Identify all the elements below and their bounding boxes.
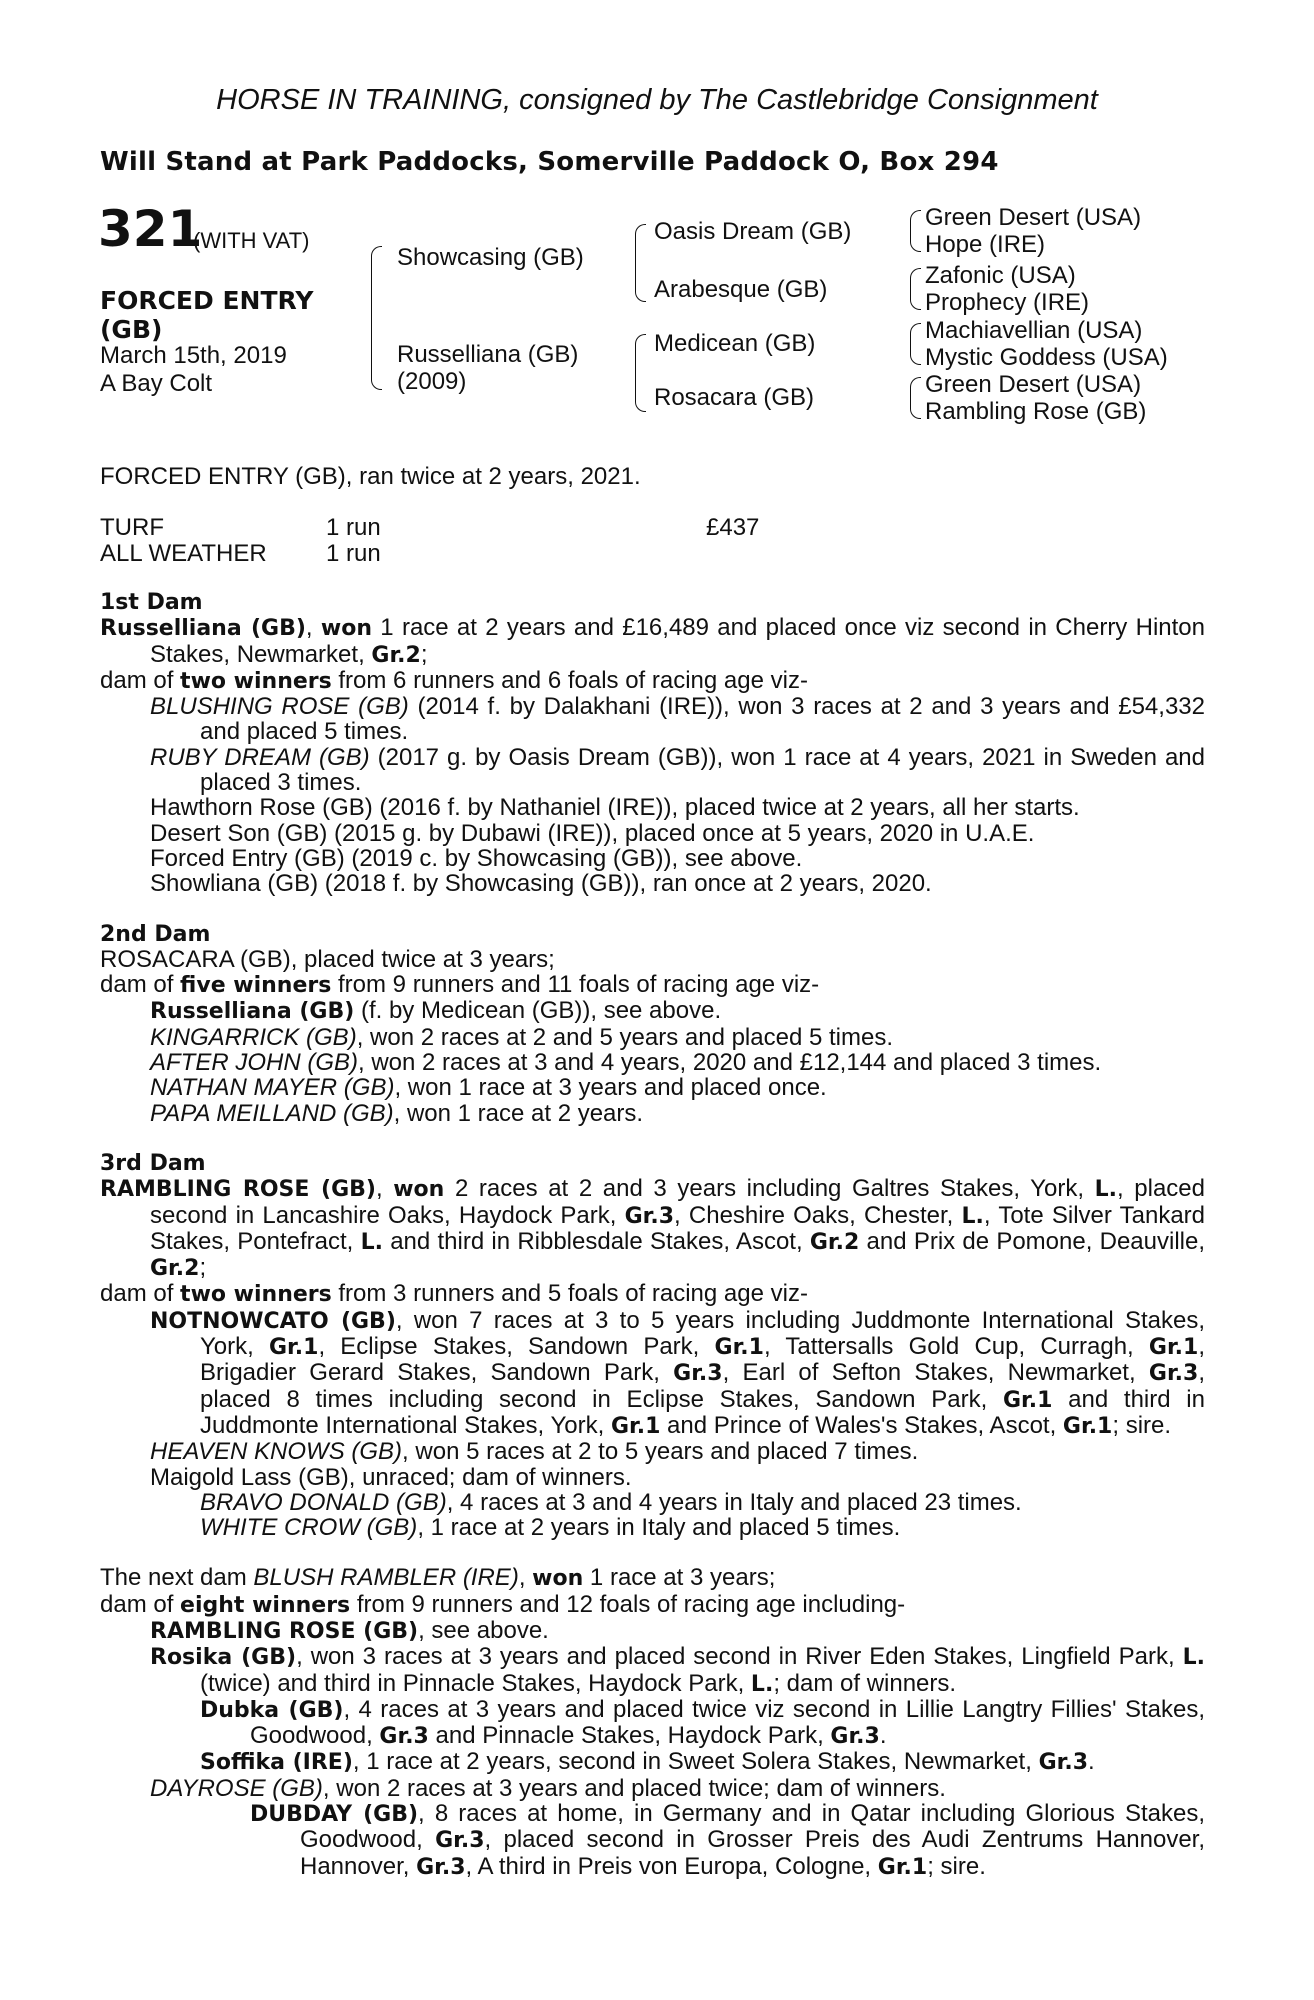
first-dam-plain-2: Desert Son (GB) (2015 g. by Dubawi (IRE)), placed once at 5 years, 2020 in U.A.E. xyxy=(150,819,1035,847)
progeny-text: , won 1 race at 3 years and placed once. xyxy=(394,1074,827,1102)
progeny-name: RUBY DREAM (GB) xyxy=(150,743,370,771)
grade-label: Gr.1 xyxy=(1062,1413,1113,1439)
second-dam-russelliana xyxy=(100,998,1205,1024)
page-header: HORSE IN TRAINING, consigned by The Castlebridge Consignment xyxy=(216,84,1098,116)
won-label: won xyxy=(532,1566,584,1592)
text-segment: . xyxy=(1088,1748,1095,1776)
first-dam-plain-3: Forced Entry (GB) (2019 c. by Showcasing (GB)), see above. xyxy=(150,844,803,872)
pedigree-bracket-ggs-2 xyxy=(910,268,921,310)
first-dam-progeny-1 xyxy=(100,694,1205,745)
third-dam-white-crow xyxy=(100,1515,1205,1540)
lot-number: 321 xyxy=(98,200,203,258)
next-dam-line xyxy=(100,1565,1205,1591)
progeny-name: BRAVO DONALD (GB) xyxy=(200,1488,447,1516)
progeny-name: BLUSHING ROSE (GB) xyxy=(150,693,409,721)
dam-of-text: from 9 runners and 12 foals of racing age including- xyxy=(350,1590,906,1618)
record-prize: £437 xyxy=(706,514,760,541)
progeny-name: KINGARRICK (GB) xyxy=(150,1023,357,1051)
first-dam-heading: 1st Dam xyxy=(100,590,203,615)
first-dam-produce-line xyxy=(100,668,1205,694)
grade-label: Gr.2 xyxy=(150,1256,200,1282)
grade-label: Gr.3 xyxy=(624,1203,675,1229)
grade-label: Gr.1 xyxy=(714,1335,764,1361)
dam-of-label: dam of xyxy=(100,971,181,999)
grade-label: Gr.3 xyxy=(1148,1361,1199,1387)
text-segment: and Pinnacle Stakes, Haydock Park, xyxy=(428,1722,831,1750)
pedigree-bracket-ggs-4 xyxy=(910,377,921,419)
progeny-text: , 4 races at 3 and 4 years in Italy and placed 23 times. xyxy=(446,1488,1022,1516)
pedigree-ggs-4: Prophecy (IRE) xyxy=(925,289,1090,316)
grade-label: Gr.1 xyxy=(877,1854,928,1880)
next-dam-soffika xyxy=(100,1749,1205,1775)
text-segment: and Prix de Pomone, Deauville, xyxy=(859,1227,1205,1255)
dam-of-text: from 9 runners and 11 foals of racing age viz- xyxy=(331,971,820,999)
progeny-text: , won 2 races at 2 and 5 years and placed 5 times. xyxy=(356,1023,893,1051)
next-dam-rosika xyxy=(100,1644,1205,1697)
text-segment: and third in Ribblesdale Stakes, Ascot, xyxy=(382,1227,810,1255)
grade-label: Gr.3 xyxy=(379,1724,429,1750)
progeny-name: DUBDAY (GB) xyxy=(250,1802,419,1828)
text-segment: , Brigadier Gerard Stakes, Sandown Park, xyxy=(200,1333,1206,1387)
first-dam-plain-4: Showliana (GB) (2018 f. by Showcasing (GB)), ran once at 2 years, 2020. xyxy=(150,870,932,898)
dam-of-text: from 6 runners and 6 foals of racing age viz- xyxy=(331,666,808,694)
text-segment: , A third in Preis von Europa, Cologne, xyxy=(465,1852,878,1880)
text-segment: ; dam of winners. xyxy=(773,1669,957,1697)
progeny-name: RAMBLING ROSE (GB) xyxy=(150,1618,419,1644)
pedigree-ggs-3: Zafonic (USA) xyxy=(925,262,1076,289)
next-dam-produce-line xyxy=(100,1592,1205,1618)
next-dam-rambling-rose xyxy=(100,1618,1205,1644)
pedigree-gs-2: Arabesque (GB) xyxy=(654,276,828,303)
next-dam-name: BLUSH RAMBLER (IRE) xyxy=(253,1564,519,1592)
text-segment: , xyxy=(518,1564,533,1592)
progeny-name: NATHAN MAYER (GB) xyxy=(150,1074,395,1102)
first-dam-end: ; xyxy=(420,640,428,668)
text-segment: and third in Juddmonte International Stakes, York, xyxy=(200,1385,1205,1439)
grade-label: Gr.1 xyxy=(1148,1335,1199,1361)
text-segment: , won 7 races at 3 to 5 years including Juddmonte International Stakes, York, xyxy=(200,1306,1205,1361)
grade-label: Gr.3 xyxy=(673,1361,723,1387)
first-dam-text: 1 race at 2 years and £16,489 and placed once viz second in Cherry Hinton Stakes, Newmarket, xyxy=(150,614,1205,668)
horse-dob: March 15th, 2019 xyxy=(100,342,287,369)
pedigree-ggs-2: Hope (IRE) xyxy=(925,231,1046,258)
progeny-name: Dubka (GB) xyxy=(200,1697,344,1723)
progeny-text: (2017 g. by Oasis Dream (GB)), won 1 race at 4 years, 2021 in Sweden and placed 3 times. xyxy=(200,743,1205,797)
pedigree-gs-4: Rosacara (GB) xyxy=(654,384,815,411)
third-dam-produce-line xyxy=(100,1281,1205,1307)
winners-count: five winners xyxy=(180,973,332,999)
progeny-name: Russelliana (GB) xyxy=(150,999,355,1025)
listed-label: L. xyxy=(360,1229,383,1255)
progeny-text: , see above. xyxy=(418,1616,549,1644)
catalogue-body xyxy=(100,590,1205,1880)
grade-label: Gr.3 xyxy=(1038,1750,1088,1776)
next-dam-dubday xyxy=(100,1801,1205,1880)
progeny-text: , won 5 races at 2 to 5 years and placed 7 times. xyxy=(402,1438,919,1466)
text-segment: , Tattersalls Gold Cup, Curragh, xyxy=(763,1333,1149,1361)
next-dam-dayrose xyxy=(100,1776,1205,1801)
horse-details xyxy=(100,342,287,398)
progeny-name: PAPA MEILLAND (GB) xyxy=(150,1099,394,1127)
third-dam-maigold: Maigold Lass (GB), unraced; dam of winners. xyxy=(150,1463,632,1491)
text-segment: ; sire. xyxy=(927,1852,986,1880)
second-dam-produce-line xyxy=(100,972,1205,998)
pedigree-bracket-main xyxy=(371,246,382,390)
winners-count: two winners xyxy=(180,1282,332,1308)
text-segment: The next dam xyxy=(100,1564,254,1592)
progeny-text: , won 2 races at 3 and 4 years, 2020 and £12,144 and placed 3 times. xyxy=(358,1049,1102,1077)
text-segment: , 4 races at 3 years and placed twice viz second in Lillie Langtry Fillies' Stakes, Goodwood, xyxy=(250,1695,1205,1750)
third-dam-notnowcato xyxy=(100,1308,1205,1439)
stand-location: Will Stand at Park Paddocks, Somerville Paddock O, Box 294 xyxy=(100,147,999,177)
text-segment: , placed second in Lancashire Oaks, Haydock Park, xyxy=(150,1175,1205,1229)
first-dam-progeny-2 xyxy=(100,745,1205,796)
text-segment: , Eclipse Stakes, Sandown Park, xyxy=(318,1333,715,1361)
pedigree-gs-3: Medicean (GB) xyxy=(654,330,816,357)
text-segment: ; sire. xyxy=(1112,1411,1172,1439)
text-segment: 1 race at 3 years; xyxy=(583,1564,776,1592)
vat-label: (WITH VAT) xyxy=(193,228,310,253)
text-segment: (twice) and third in Pinnacle Stakes, Haydock Park, xyxy=(200,1669,751,1697)
second-dam-progeny-3 xyxy=(100,1075,1205,1100)
text-segment: , 8 races at home, in Germany and in Qatar including Glorious Stakes, Goodwood, xyxy=(300,1800,1205,1854)
second-dam-line: ROSACARA (GB), placed twice at 3 years; xyxy=(100,945,555,973)
text-segment: , Tote Silver Tankard Stakes, Pontefract, xyxy=(150,1201,1206,1255)
dam-of-text: from 3 runners and 5 foals of racing age viz- xyxy=(331,1280,808,1308)
grade-label: Gr.3 xyxy=(416,1854,466,1880)
grade-label: Gr.1 xyxy=(610,1413,661,1439)
second-dam-progeny-1 xyxy=(100,1025,1205,1050)
dam-of-label: dam of xyxy=(100,1590,181,1618)
progeny-text: (f. by Medicean (GB)), see above. xyxy=(354,997,722,1025)
progeny-name: NOTNOWCATO (GB) xyxy=(150,1308,396,1334)
text-segment: , Cheshire Oaks, Chester, xyxy=(674,1201,962,1229)
pedigree-ggs-5: Machiavellian (USA) xyxy=(925,317,1143,344)
listed-label: L. xyxy=(961,1203,984,1229)
text-segment: , won 3 races at 3 years and placed second in River Eden Stakes, Lingfield Park, xyxy=(296,1643,1183,1671)
progeny-name: Soffika (IRE) xyxy=(200,1750,353,1776)
listed-label: L. xyxy=(1094,1177,1117,1203)
pedigree-dam xyxy=(397,341,578,395)
record-turf-label: TURF xyxy=(100,514,164,541)
first-dam-entry: Russelliana (GB), won 1 race at 2 years and £16,489 and placed once viz second in Cherry Hinton Stakes, Newmarket, Gr.2; xyxy=(100,614,1205,668)
second-dam-progeny-2 xyxy=(100,1050,1205,1075)
text-segment: ; xyxy=(199,1254,207,1282)
text-segment: . xyxy=(879,1722,887,1750)
pedigree-dam-name: Russelliana (GB) xyxy=(397,341,579,368)
pedigree-ggs-7: Green Desert (USA) xyxy=(925,371,1142,398)
pedigree-ggs-8: Rambling Rose (GB) xyxy=(925,398,1147,425)
horse-description: A Bay Colt xyxy=(100,370,213,397)
record-aw-label: ALL WEATHER xyxy=(100,540,267,567)
third-dam-heading: 3rd Dam xyxy=(100,1150,206,1176)
third-dam-name: RAMBLING ROSE (GB) xyxy=(100,1177,376,1203)
text-segment: , placed second in Grosser Preis des Audi Zentrums Hannover, Hannover, xyxy=(300,1826,1206,1880)
text-segment: , Earl of Sefton Stakes, Newmarket, xyxy=(722,1359,1149,1387)
third-dam-entry: RAMBLING ROSE (GB), won 2 races at 2 and 3 years including Galtres Stakes, York, L., placed second in Lancashire Oaks, Haydock Park, Gr.3, Cheshire Oaks, Chester, L., Tote Silver Tankard Stakes, Pontefract, L. and third in Ribblesdale Stakes, Ascot, Gr.2 and Prix de Pomone, Deauville, Gr.2; xyxy=(100,1175,1206,1282)
next-dam-dubka xyxy=(100,1697,1205,1750)
record-turf-runs: 1 run xyxy=(326,514,381,541)
won-label: won xyxy=(393,1177,445,1203)
text-segment: and Prince of Wales's Stakes, Ascot, xyxy=(660,1411,1063,1439)
listed-label: L. xyxy=(750,1671,774,1697)
grade-label: Gr.1 xyxy=(269,1335,319,1361)
grade-label: Gr.3 xyxy=(435,1828,485,1854)
pedigree-sire: Showcasing (GB) xyxy=(397,244,584,271)
grade-label: Gr.1 xyxy=(1002,1387,1053,1413)
pedigree-ggs-1: Green Desert (USA) xyxy=(925,204,1142,231)
pedigree-bracket-dam xyxy=(635,334,646,412)
race-summary: FORCED ENTRY (GB), ran twice at 2 years, 2021. xyxy=(100,463,641,490)
pedigree-ggs-6: Mystic Goddess (USA) xyxy=(925,344,1168,371)
pedigree-bracket-ggs-1 xyxy=(910,210,921,252)
pedigree-bracket-sire xyxy=(635,224,646,302)
dam-of-label: dam of xyxy=(100,666,181,694)
grade-label: Gr.2 xyxy=(809,1229,860,1255)
pedigree-bracket-ggs-3 xyxy=(910,323,921,365)
horse-name: FORCED ENTRY (GB) xyxy=(100,286,314,344)
progeny-name: WHITE CROW (GB) xyxy=(200,1514,418,1542)
second-dam-heading: 2nd Dam xyxy=(100,921,211,947)
text-segment: , placed 8 times including second in Eclipse Stakes, Sandown Park, xyxy=(200,1359,1206,1413)
won-label: won xyxy=(320,616,372,642)
first-dam-plain-1: Hawthorn Rose (GB) (2016 f. by Nathaniel (IRE)), placed twice at 2 years, all her starts. xyxy=(150,794,1080,822)
record-aw-runs: 1 run xyxy=(326,540,381,567)
progeny-name: AFTER JOHN (GB) xyxy=(150,1049,358,1077)
pedigree-gs-1: Oasis Dream (GB) xyxy=(654,218,852,245)
winners-count: two winners xyxy=(180,668,332,694)
progeny-name: Rosika (GB) xyxy=(150,1645,297,1671)
listed-label: L. xyxy=(1182,1645,1205,1671)
text-segment: 2 races at 2 and 3 years including Galtres Stakes, York, xyxy=(444,1175,1095,1203)
third-dam-bravo-donald xyxy=(100,1490,1205,1515)
winners-count: eight winners xyxy=(180,1592,351,1618)
text-segment: , 1 race at 2 years, second in Sweet Solera Stakes, Newmarket, xyxy=(352,1748,1039,1776)
progeny-name: DAYROSE (GB) xyxy=(150,1774,323,1802)
progeny-text: (2014 f. by Dalakhani (IRE)), won 3 races at 2 and 3 years and £54,332 and placed 5 times. xyxy=(200,693,1205,746)
second-dam-progeny-4 xyxy=(100,1101,1205,1126)
pedigree-dam-year: (2009) xyxy=(397,368,467,395)
grade-label: Gr.3 xyxy=(830,1724,880,1750)
progeny-text: , won 1 race at 2 years. xyxy=(393,1099,644,1127)
progeny-text: , 1 race at 2 years in Italy and placed 5 times. xyxy=(417,1514,901,1542)
third-dam-heaven-knows xyxy=(100,1439,1205,1464)
dam-of-label: dam of xyxy=(100,1280,181,1308)
progeny-name: HEAVEN KNOWS (GB) xyxy=(150,1438,403,1466)
first-dam-name: Russelliana (GB) xyxy=(100,616,306,642)
grade-label: Gr.2 xyxy=(371,642,421,668)
progeny-text: , won 2 races at 3 years and placed twice; dam of winners. xyxy=(322,1774,946,1802)
